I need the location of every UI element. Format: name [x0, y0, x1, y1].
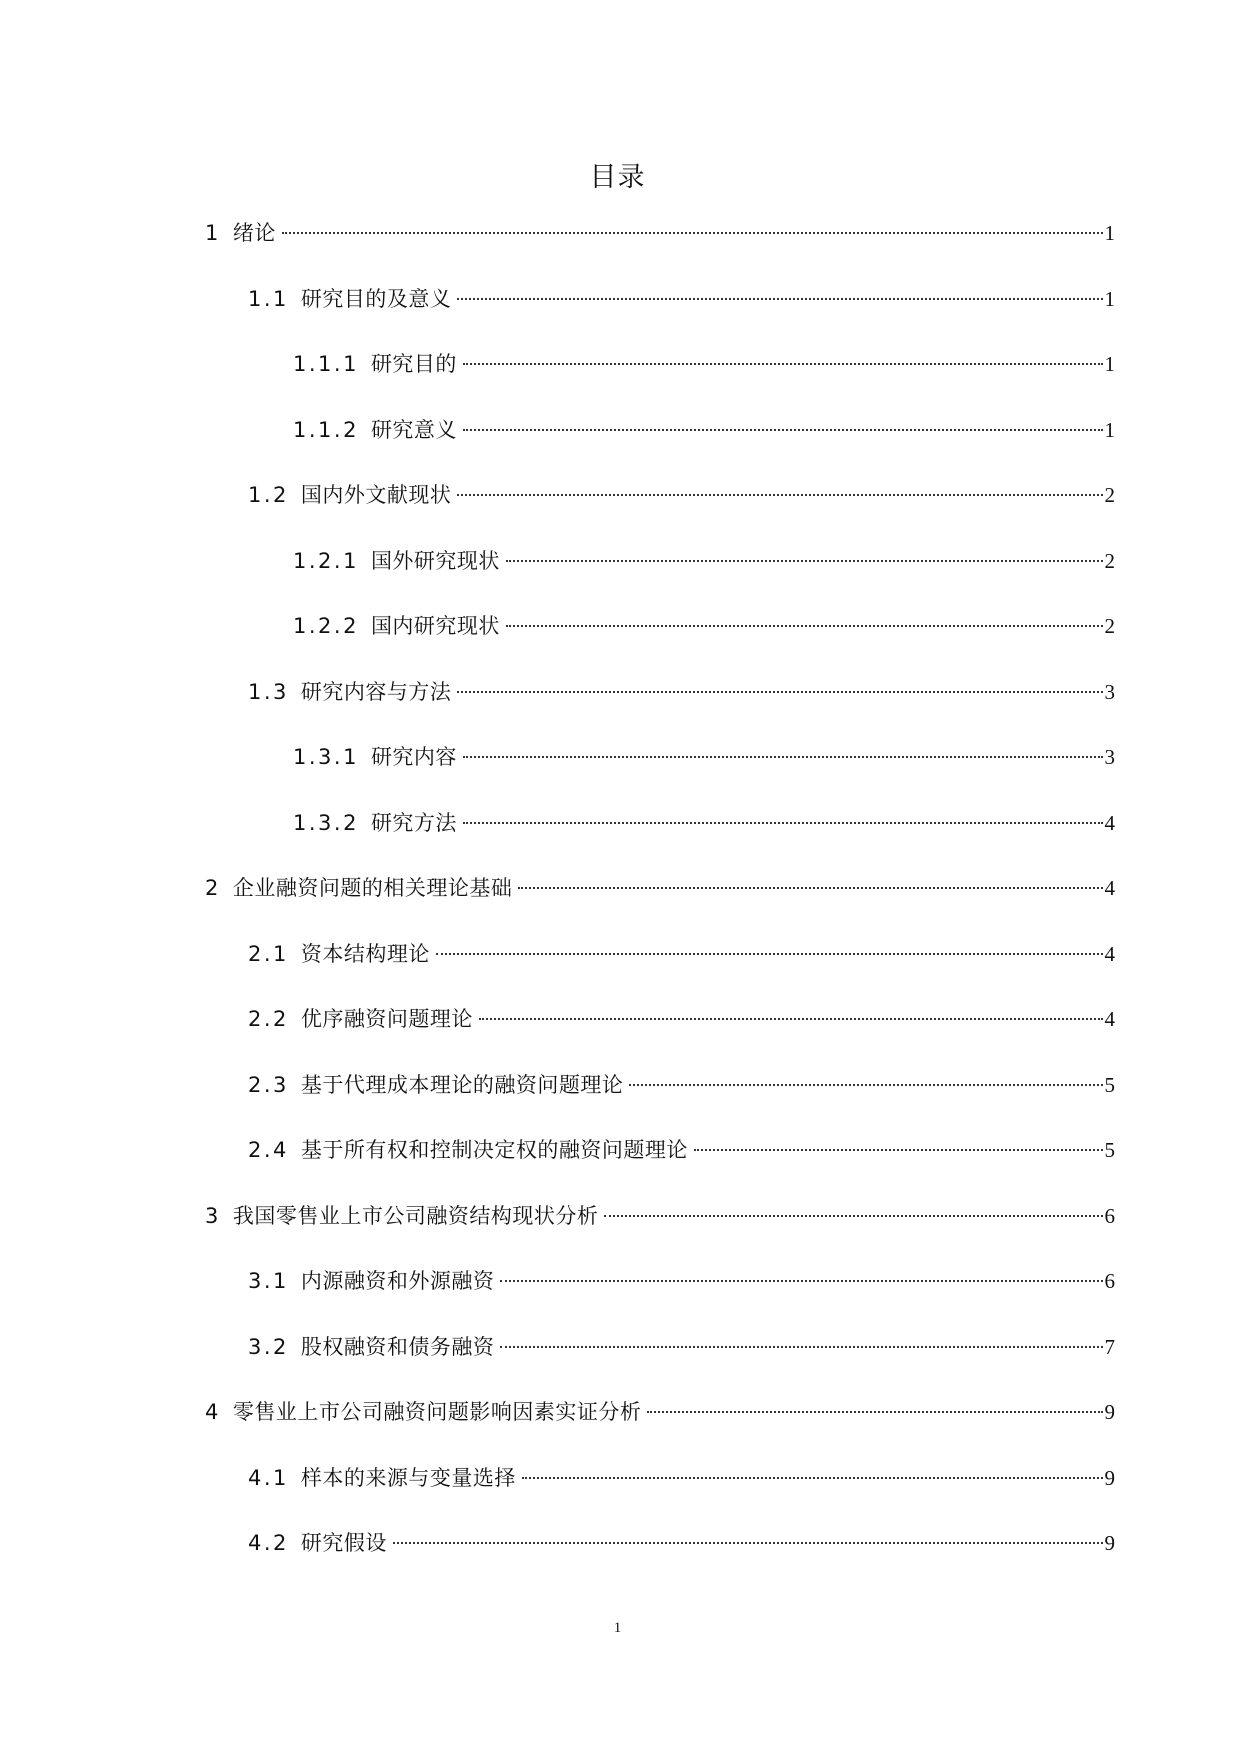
- toc-entry[interactable]: [205, 546, 1115, 612]
- toc-entry-number: 4.2: [248, 1531, 289, 1555]
- toc-dot-leader: [479, 1018, 1103, 1020]
- toc-dot-leader: [463, 429, 1103, 431]
- toc-entry[interactable]: [205, 1135, 1115, 1201]
- page-number: 1: [613, 1620, 622, 1636]
- toc-entry-number: 4.1: [248, 1465, 289, 1490]
- toc-entry-number: 1.1.2: [293, 417, 359, 442]
- toc-dot-leader: [457, 494, 1102, 496]
- toc-entry-page: 3: [1104, 745, 1115, 769]
- toc-entry-page: 5: [1104, 1072, 1115, 1097]
- toc-entry-title: 国内研究现状: [370, 614, 500, 638]
- toc-dot-leader: [522, 1477, 1103, 1479]
- toc-entry-number: 2.2: [248, 1007, 289, 1031]
- toc-entry[interactable]: [205, 1070, 1115, 1136]
- toc-entry-title: 国外研究现状: [370, 548, 500, 573]
- toc-entry-page: 2: [1104, 483, 1115, 507]
- toc-entry-number: 1.1: [248, 286, 289, 311]
- toc-entry[interactable]: [205, 480, 1115, 546]
- toc-entry-page: 4: [1104, 941, 1115, 966]
- toc-entry-page: 4: [1104, 1007, 1115, 1031]
- toc-entry[interactable]: [205, 1266, 1115, 1332]
- toc-entry-number: 3.2: [248, 1334, 289, 1359]
- toc-entry-title: 研究内容: [370, 745, 457, 769]
- table-of-contents: [205, 218, 1115, 1594]
- toc-entry-title: 样本的来源与变量选择: [300, 1465, 516, 1490]
- toc-entry-number: 1.2.1: [293, 548, 359, 573]
- toc-entry[interactable]: [205, 939, 1115, 1005]
- toc-entry-title: 研究内容与方法: [300, 679, 452, 704]
- toc-entry-number: 1.3: [248, 679, 289, 704]
- toc-dot-leader: [506, 560, 1103, 562]
- toc-title: 目录: [589, 162, 646, 193]
- toc-entry-title: 基于代理成本理论的融资问题理论: [300, 1072, 624, 1097]
- toc-entry-page: 1: [1104, 286, 1115, 311]
- toc-entry-number: 1: [205, 221, 221, 245]
- toc-dot-leader: [506, 625, 1103, 627]
- toc-entry[interactable]: [205, 611, 1115, 677]
- toc-entry[interactable]: [205, 1201, 1115, 1267]
- toc-entry-number: 2.1: [248, 941, 289, 966]
- toc-entry-number: 2.4: [248, 1138, 289, 1162]
- toc-entry-page: 4: [1104, 810, 1115, 835]
- toc-entry-number: 2: [205, 876, 221, 900]
- toc-entry-title: 我国零售业上市公司融资结构现状分析: [232, 1203, 599, 1228]
- toc-dot-leader: [500, 1280, 1102, 1282]
- toc-entry-page: 9: [1104, 1400, 1115, 1424]
- toc-entry[interactable]: [205, 284, 1115, 350]
- toc-dot-leader: [436, 953, 1103, 955]
- toc-entry-title: 研究方法: [370, 810, 457, 835]
- toc-entry[interactable]: [205, 1463, 1115, 1529]
- toc-entry-title: 研究意义: [370, 417, 457, 442]
- toc-entry-page: 1: [1104, 221, 1115, 245]
- toc-dot-leader: [500, 1346, 1102, 1348]
- toc-dot-leader: [604, 1215, 1102, 1217]
- toc-entry-page: 3: [1104, 679, 1115, 704]
- toc-dot-leader: [463, 756, 1103, 758]
- toc-dot-leader: [694, 1149, 1103, 1151]
- toc-entry-number: 1.3.1: [293, 745, 359, 769]
- toc-entry-title: 零售业上市公司融资问题影响因素实证分析: [232, 1400, 642, 1424]
- toc-entry-page: 9: [1104, 1465, 1115, 1490]
- toc-entry-page: 7: [1104, 1334, 1115, 1359]
- toc-entry-title: 研究目的: [370, 352, 457, 376]
- toc-entry-page: 2: [1104, 548, 1115, 573]
- toc-entry-title: 股权融资和债务融资: [300, 1334, 495, 1359]
- toc-entry-page: 9: [1104, 1531, 1115, 1555]
- toc-entry-number: 4: [205, 1400, 221, 1424]
- toc-entry[interactable]: [205, 415, 1115, 481]
- toc-entry-number: 3: [205, 1203, 221, 1228]
- toc-entry[interactable]: [205, 742, 1115, 808]
- toc-entry-number: 1.2: [248, 483, 289, 507]
- toc-entry-title: 企业融资问题的相关理论基础: [232, 876, 513, 900]
- toc-entry-number: 2.3: [248, 1072, 289, 1097]
- toc-entry-page: 4: [1104, 876, 1115, 900]
- toc-entry-title: 绪论: [232, 221, 276, 245]
- toc-entry[interactable]: [205, 677, 1115, 743]
- toc-dot-leader: [463, 363, 1103, 365]
- toc-entry[interactable]: [205, 1528, 1115, 1594]
- toc-entry[interactable]: [205, 1332, 1115, 1398]
- toc-entry-title: 内源融资和外源融资: [300, 1269, 495, 1293]
- toc-entry-title: 优序融资问题理论: [300, 1007, 473, 1031]
- toc-entry-number: 1.2.2: [293, 614, 359, 638]
- toc-entry-title: 研究假设: [300, 1531, 387, 1555]
- toc-entry[interactable]: [205, 1397, 1115, 1463]
- toc-entry[interactable]: [205, 808, 1115, 874]
- toc-dot-leader: [463, 822, 1103, 824]
- toc-entry-number: 3.1: [248, 1269, 289, 1293]
- toc-entry[interactable]: [205, 218, 1115, 284]
- toc-entry-page: 5: [1104, 1138, 1115, 1162]
- toc-entry-number: 1.3.2: [293, 810, 359, 835]
- toc-entry-page: 6: [1104, 1203, 1115, 1228]
- toc-entry-page: 1: [1104, 352, 1115, 376]
- toc-dot-leader: [647, 1411, 1102, 1413]
- toc-dot-leader: [457, 298, 1102, 300]
- toc-dot-leader: [282, 232, 1103, 234]
- toc-entry-number: 1.1.1: [293, 352, 359, 376]
- toc-dot-leader: [393, 1542, 1103, 1544]
- toc-entry[interactable]: [205, 873, 1115, 939]
- toc-entry-page: 1: [1104, 417, 1115, 442]
- toc-dot-leader: [457, 691, 1102, 693]
- toc-entry[interactable]: [205, 349, 1115, 415]
- toc-entry-title: 研究目的及意义: [300, 286, 452, 311]
- toc-entry[interactable]: [205, 1004, 1115, 1070]
- toc-dot-leader: [629, 1084, 1102, 1086]
- toc-dot-leader: [518, 887, 1102, 889]
- toc-entry-title: 基于所有权和控制决定权的融资问题理论: [300, 1138, 688, 1162]
- toc-entry-title: 资本结构理论: [300, 941, 430, 966]
- toc-entry-title: 国内外文献现状: [300, 483, 452, 507]
- toc-entry-page: 2: [1104, 614, 1115, 638]
- toc-entry-page: 6: [1104, 1269, 1115, 1293]
